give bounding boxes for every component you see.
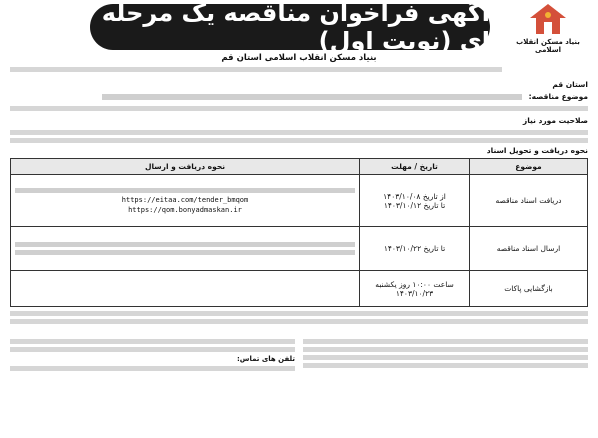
row-date <box>360 175 470 227</box>
row-date <box>360 271 470 307</box>
eligibility-section <box>10 116 588 146</box>
date-to: تا تاریخ ۱۴۰۳/۱۰/۲۲ <box>383 244 446 253</box>
header-subject: موضوع <box>470 159 588 175</box>
date-from: از تاریخ ۱۴۰۳/۱۰/۰۸ <box>383 191 446 201</box>
subject-section <box>10 92 588 114</box>
details-placeholder-line <box>303 339 588 344</box>
details-placeholder-line <box>303 347 588 352</box>
organization-name: بنیاد مسکن انقلاب اسلامی استان قم <box>221 53 377 63</box>
documents-heading: نحوه دریافت و تحویل اسناد <box>486 146 588 155</box>
page-title: آگهی فراخوان مناقصه یک مرحله ای (نوبت اول) <box>101 0 490 55</box>
footnote-placeholder-line-1 <box>10 311 588 316</box>
method-placeholder-line <box>15 242 355 247</box>
subject-placeholder <box>102 94 522 100</box>
date-to: ۱۴۰۳/۱۰/۲۳ <box>395 288 434 298</box>
province-line <box>10 80 588 91</box>
details-placeholder-line <box>10 339 295 344</box>
foundation-emblem-icon <box>528 2 568 38</box>
eligibility-placeholder-line-1 <box>10 130 588 135</box>
details-placeholder-line <box>303 355 588 360</box>
table-row <box>11 227 588 271</box>
title-banner <box>90 0 490 55</box>
details-placeholder-line <box>10 347 295 352</box>
details-column-left <box>10 336 295 432</box>
table-row <box>11 271 588 307</box>
logo-caption: بنیاد مسکن انقلاب اسلامی <box>516 38 580 55</box>
details-column-right <box>303 336 588 432</box>
intro-placeholder-line <box>10 67 502 72</box>
date-from: ساعت ۱۰:۰۰ روز یکشنبه <box>375 279 454 289</box>
documents-section <box>10 146 588 157</box>
table-row <box>11 175 588 227</box>
eitaa-link[interactable]: https://eitaa.com/tender_bmqom <box>121 196 249 205</box>
row-subject: ارسال اسناد مناقصه <box>470 227 588 271</box>
intro-paragraph <box>10 64 502 75</box>
date-to: تا تاریخ ۱۴۰۳/۱۰/۱۲ <box>383 200 446 210</box>
subject-heading: موضوع مناقصه: <box>528 92 588 101</box>
details-placeholder-line <box>10 366 295 371</box>
row-method <box>11 175 360 227</box>
row-subject: دریافت اسناد مناقصه <box>470 175 588 227</box>
tender-schedule-table <box>10 158 588 307</box>
header-date: تاریخ / مهلت <box>360 159 470 175</box>
row-subject: بازگشایی پاکات <box>470 271 588 307</box>
footnote <box>10 308 588 327</box>
table-header-row <box>11 159 588 175</box>
method-placeholder-line <box>15 250 355 255</box>
method-placeholder-line <box>15 188 355 193</box>
subject-placeholder-line <box>10 106 588 111</box>
row-method <box>11 271 360 307</box>
contact-heading: تلفن های تماس: <box>236 355 295 363</box>
province-label: استان قم <box>552 80 588 89</box>
eligibility-heading: صلاحیت مورد نیاز <box>522 116 588 125</box>
row-method <box>11 227 360 271</box>
website-link[interactable]: https://qom.bonyadmaskan.ir <box>128 206 242 214</box>
row-date <box>360 227 470 271</box>
details-placeholder-line <box>303 363 588 368</box>
details-columns <box>10 336 588 432</box>
eligibility-placeholder-line-2 <box>10 138 588 143</box>
header-method: نحوه دریافت و ارسال <box>11 159 360 175</box>
footnote-placeholder-line-2 <box>10 319 588 324</box>
